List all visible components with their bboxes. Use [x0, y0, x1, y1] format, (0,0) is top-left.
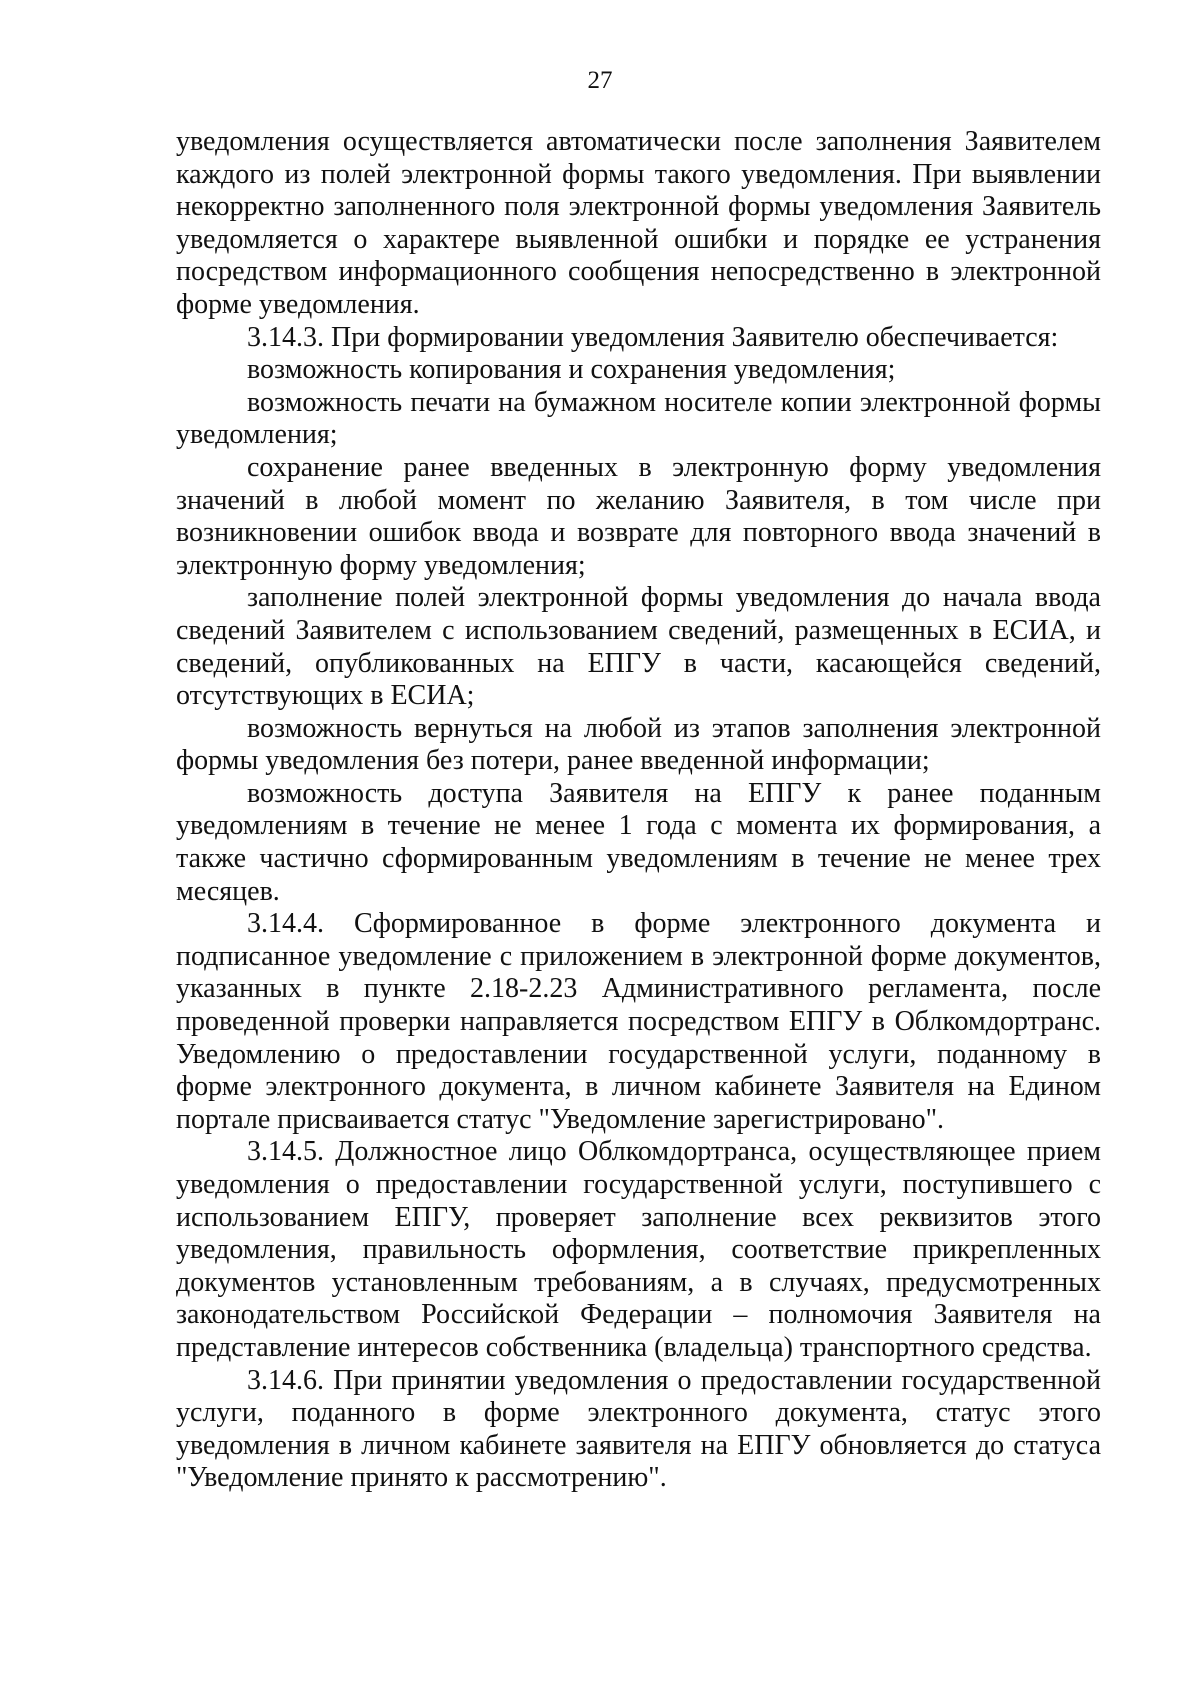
paragraph-access: возможность доступа Заявителя на ЕПГУ к ранее поданным уведомлениям в течение не менее 1 года с момента их формирования, а также частично сформированным уведомлениям в течение не менее трех месяцев. [176, 777, 1101, 907]
paragraph-copy-save: возможность копирования и сохранения уведомления; [247, 354, 896, 386]
paragraph-save-values: сохранение ранее введенных в электронную форму уведомления значений в любой момент по желанию Заявителя, в том числе при возникновении ошибок ввода и возврате для повторного ввода значений в электронную форму уведомления; [176, 451, 1101, 581]
document-body [176, 126, 1101, 1495]
paragraph-3-14-3: 3.14.3. При формировании уведомления Заявителю обеспечивается: [247, 321, 1059, 353]
paragraph-3-14-4: 3.14.4. Сформированное в форме электронного документа и подписанное уведомление с приложением в электронной форме документов, указанных в пункте 2.18-2.23 Административного регламента, после проведенной проверки направляется посредством ЕПГУ в Облкомдортранс. Уведомлению о предоставлении государственной услуги, поданному в форме электронного документа, в личном кабинете Заявителя на Едином портале присваивается статус "Уведомление зарегистрировано". [176, 908, 1101, 1135]
paragraph-print: возможность печати на бумажном носителе копии электронной формы уведомления; [176, 386, 1101, 451]
paragraph-autofill: заполнение полей электронной формы уведомления до начала ввода сведений Заявителем с использованием сведений, размещенных в ЕСИА, и сведений, опубликованных на ЕПГУ в части, касающейся сведений, отсутствующих в ЕСИА; [176, 582, 1101, 712]
paragraph-continuation: уведомления осуществляется автоматически после заполнения Заявителем каждого из полей электронной формы такого уведомления. При выявлении некорректно заполненного поля электронной формы уведомления Заявитель уведомляется о характере выявленной ошибки и порядке ее устранения посредством информационного сообщения непосредственно в электронной форме уведомления. [176, 126, 1101, 320]
paragraph-3-14-5: 3.14.5. Должностное лицо Облкомдортранса, осуществляющее прием уведомления о предоставлении государственной услуги, поступившего с использованием ЕПГУ, проверяет заполнение всех реквизитов этого уведомления, правильность оформления, соответствие прикрепленных документов установленным требованиям, а в случаях, предусмотренных законодательством Российской Федерации – полномочия Заявителя на представление интересов собственника (владельца) транспортного средства. [176, 1136, 1101, 1363]
paragraph-3-14-6: 3.14.6. При принятии уведомления о предоставлении государственной услуги, поданного в форме электронного документа, статус этого уведомления в личном кабинете заявителя на ЕПГУ обновляется до статуса "Уведомление принято к рассмотрению". [176, 1364, 1101, 1494]
paragraph-return-stage: возможность вернуться на любой из этапов заполнения электронной формы уведомления без потери, ранее введенной информации; [176, 712, 1101, 777]
page-number: 27 [587, 67, 613, 94]
